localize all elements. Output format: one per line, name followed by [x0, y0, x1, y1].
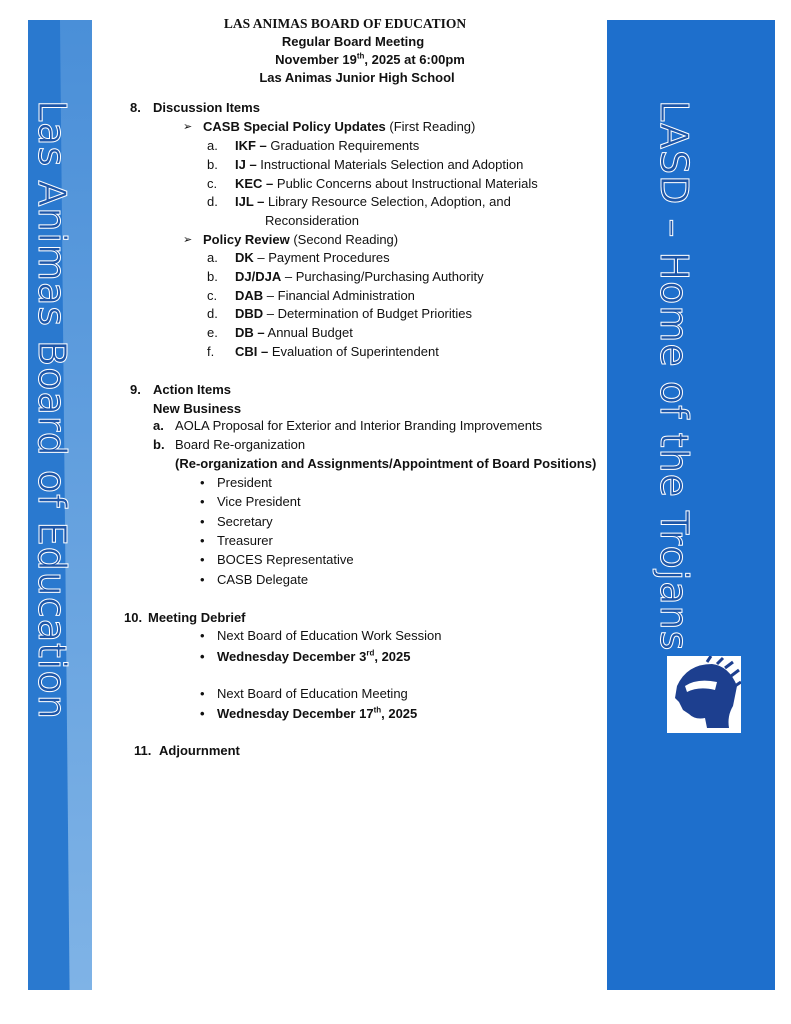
policy-text: – Purchasing/Purchasing Authority	[281, 268, 484, 284]
policy-code: DBD	[235, 306, 264, 322]
reorg-note: (Re-organization and Assignments/Appointment of Board Positions)	[175, 456, 597, 471]
item-letter: c.	[207, 287, 218, 303]
section-9-title: Action Items	[153, 382, 232, 397]
work-session-label: Next Board of Education Work Session	[217, 628, 442, 643]
policy-code: KEC –	[235, 175, 274, 191]
section-11-number: 11.	[134, 743, 152, 758]
section-10-number: 10.	[124, 610, 143, 625]
policy-code: IKF –	[235, 138, 267, 153]
right-banner-text: LASD – Home of the Trojans	[652, 100, 696, 652]
item-letter: d.	[207, 306, 218, 322]
work-session-date: Wednesday December 3rd, 2025	[217, 648, 411, 664]
bullet-icon: •	[200, 686, 205, 701]
item-letter: f.	[207, 344, 215, 359]
policy-code: IJL –	[235, 194, 265, 210]
policy-item	[235, 250, 390, 266]
item-a-letter: a.	[153, 418, 164, 433]
item-letter: b.	[207, 156, 218, 172]
policy-text: – Determination of Budget Priorities	[263, 306, 472, 322]
item-letter: a.	[207, 250, 218, 265]
policy-item	[235, 344, 439, 360]
policy-item	[235, 269, 484, 285]
board-position: President	[217, 475, 272, 490]
item-letter: b.	[207, 268, 218, 284]
section-8-title: Discussion Items	[153, 100, 260, 115]
group-policy-review: Policy Review (Second Reading)	[203, 232, 399, 247]
org-title: LAS ANIMAS BOARD OF EDUCATION	[223, 16, 467, 31]
policy-code: CBI –	[235, 344, 269, 359]
arrow-bullet-icon: ➢	[183, 121, 193, 133]
policy-text: Library Resource Selection, Adoption, and	[264, 194, 511, 210]
board-position: BOCES Representative	[217, 552, 354, 568]
section-10-title: Meeting Debrief	[148, 610, 246, 625]
policy-item	[235, 325, 353, 341]
meeting-label: Next Board of Education Meeting	[217, 686, 408, 701]
policy-code: DJ/DJA	[235, 268, 282, 284]
item-letter: e.	[207, 325, 218, 341]
bullet-icon: •	[200, 571, 205, 587]
meeting-location: Las Animas Junior High School	[259, 70, 455, 85]
bullet-icon: •	[200, 532, 205, 548]
policy-code: DAB	[235, 287, 264, 303]
policy-text: Public Concerns about Instructional Materials	[273, 175, 538, 191]
policy-item	[235, 157, 523, 173]
bullet-icon: •	[200, 552, 205, 568]
board-position: Vice President	[217, 494, 301, 510]
item-ijl-cont: Reconsideration	[265, 213, 359, 228]
section-8-number: 8.	[130, 100, 141, 115]
item-aola: AOLA Proposal for Exterior and Interior Branding Improvements	[175, 418, 543, 433]
left-banner-text: Las Animas Board of Education	[30, 100, 74, 720]
policy-text: – Payment Procedures	[253, 250, 390, 265]
section-11-title: Adjournment	[159, 743, 240, 758]
policy-text: Instructional Materials Selection and Adoption	[256, 156, 524, 172]
group-casb: CASB Special Policy Updates (First Reading)	[203, 119, 476, 134]
meeting-type: Regular Board Meeting	[281, 34, 425, 49]
policy-code: DB –	[235, 325, 265, 341]
item-b-letter: b.	[153, 437, 165, 452]
bullet-icon: •	[200, 628, 205, 643]
item-letter: d.	[207, 194, 218, 210]
board-position: Treasurer	[217, 532, 273, 548]
new-business-label: New Business	[153, 401, 242, 416]
policy-item	[235, 288, 415, 304]
item-letter: c.	[207, 175, 218, 191]
item-letter: a.	[207, 138, 218, 153]
policy-text: Evaluation of Superintendent	[268, 344, 439, 359]
meeting-next-date: Wednesday December 17th, 2025	[217, 705, 418, 721]
board-position: CASB Delegate	[217, 571, 309, 587]
bullet-icon: •	[200, 513, 205, 529]
arrow-bullet-icon: ➢	[183, 234, 193, 246]
meeting-date: November 19th, 2025 at 6:00pm	[275, 51, 465, 67]
bullet-icon: •	[200, 706, 205, 721]
section-9-number: 9.	[130, 382, 141, 397]
item-reorg: Board Re-organization	[175, 437, 306, 452]
policy-item	[235, 138, 419, 154]
board-position: Secretary	[217, 513, 273, 529]
policy-item	[235, 306, 472, 322]
bullet-icon: •	[200, 475, 205, 490]
policy-code: DK	[235, 250, 254, 265]
policy-text: – Financial Administration	[263, 287, 415, 303]
policy-text: Graduation Requirements	[266, 138, 420, 153]
policy-item	[235, 176, 538, 192]
policy-text: Annual Budget	[264, 325, 353, 341]
trojan-logo-icon	[667, 656, 741, 733]
bullet-icon: •	[200, 649, 205, 664]
policy-item	[235, 194, 511, 210]
policy-code: IJ –	[235, 156, 257, 172]
bullet-icon: •	[200, 494, 205, 510]
